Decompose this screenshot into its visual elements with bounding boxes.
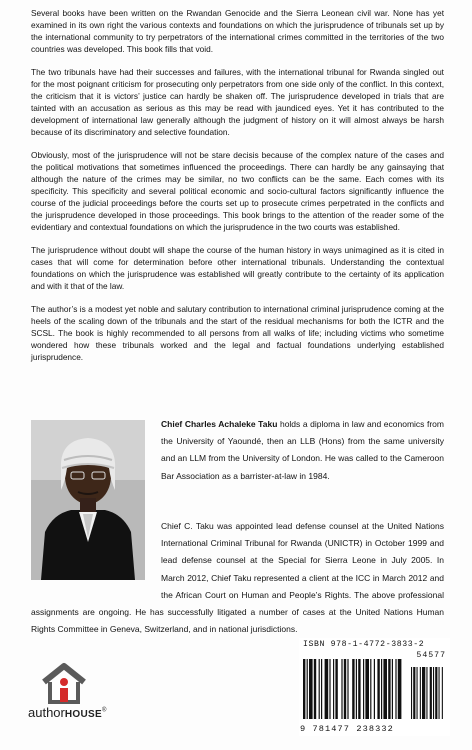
publisher-name-part1: author xyxy=(28,705,65,720)
publisher-name-part2: HOUSE xyxy=(64,709,102,720)
isbn-label: ISBN 978-1-4772-3833-2 xyxy=(303,640,425,649)
author-name: Chief Charles Achaleke Taku xyxy=(161,419,278,429)
author-bio-career xyxy=(31,518,444,638)
blurb-paragraph-2: The two tribunals have had their successes and failures, with the international tribunal for Rwanda singled out for the most poignant criticism for prosecuting only perpetrators from one side only of the conflict. In this context, the criticism that it is victors’ justice can hardly be shaken off. The jurisprudence developed in trials that are tainted with an accusation as serious as this may be read with jaundiced eyes. Yet it has contributed to the development of international law generally although the judgment of history on it will almost always be harsh because of its discriminatory and selective foundation. xyxy=(31,67,444,137)
back-cover-blurb xyxy=(31,8,444,376)
registered-mark: ® xyxy=(101,707,107,714)
authorhouse-logo-icon xyxy=(40,660,88,706)
author-bio-paragraph-2: Chief C. Taku was appointed lead defense counsel at the United Nations International Criminal Tribunal for Rwanda (UNICTR) in October 1999 and lead defense counsel at the Special for Sierra Leone in July 2005. In March 2012, Chief Taku represented a client at the ICC in March 2012 and the African Court on Human and People’s Rights. The above professional assignments are ongoing. He has successfully litigated a number of cases at the United Nations Human Rights Committee in Geneva, Switzerland, and in national jurisdictions. xyxy=(31,521,444,635)
author-bio-paragraph-1: holds a diploma in law and economics from the University of Yaoundé, then an LLB (Hons) from the same university and an LLM from the University of London. He was called to the Cameroon Bar Association as a barrister-at-law in 1984. xyxy=(161,419,444,481)
blurb-paragraph-3: Obviously, most of the jurisprudence will not be stare decisis because of the complex nature of the cases and the political motivations that sometimes influenced the proceedings. There can hardly be any gainsaying that although the nature of the crimes may be similar, no two conflicts can be the same. Each comes with its specificity. This specificity and several political economic and socio-cultural factors significantly influence the course of the judicial proceedings before the courts set up to prosecute crimes perpetrated in the conflicts and the jurisprudence developed in those proceedings. This book brings to the attention of the reader some of the evidentiary and contextual foundations on which the jurisprudence in the two courts was established. xyxy=(31,150,444,232)
author-bio-intro xyxy=(161,416,444,485)
barcode-digits: 9 781477 238332 xyxy=(300,724,394,734)
blurb-paragraph-5: The author’s is a modest yet noble and salutary contribution to international criminal jurisprudence coming at the heels of the scaling down of the tribunals and the start of the residual mechanisms for both the ICTR and the SCSL. The book is highly recommended to all persons from all walks of life; including victims who sometime wondered how these tribunals worked and the legal and factual foundations underlying established jurisprudence. xyxy=(31,304,444,363)
publisher-logo-text xyxy=(28,705,106,720)
blurb-paragraph-1: Several books have been written on the Rwandan Genocide and the Sierra Leonean civil war. None has yet examined in its own right the various contexts and foundations on which the jurisprudence of tribunals set up by the international community to try perpetrators of the international crimes committed in the territories of the two countries was developed. This book fills that void. xyxy=(31,8,444,54)
photo-spacer xyxy=(31,518,161,602)
blurb-paragraph-4: The jurisprudence without doubt will shape the course of the human history in ways unimagined as it is cited in cases that will come for determination before other international tribunals. Understanding the contextual foundations on which the jurisprudence was established will greatly contribute to the certainty of its application and with it that of the law. xyxy=(31,245,444,291)
isbn-barcode xyxy=(303,659,447,723)
price-code: 54577 xyxy=(416,651,446,660)
